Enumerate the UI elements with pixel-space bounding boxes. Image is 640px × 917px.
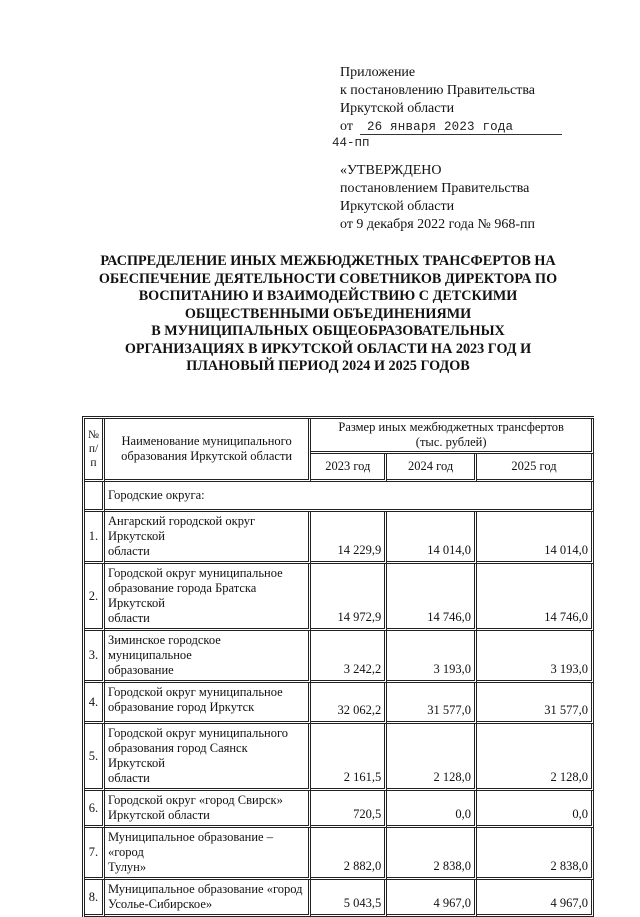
row-name-line: Иркутской области [107, 808, 210, 822]
section-label: Городские округа: [105, 482, 594, 512]
title-line: ВОСПИТАНИЮ И ВЗАИМОДЕЙСТВИЮ С ДЕТСКИМИ [138, 288, 518, 304]
appendix-line: Иркутской области [340, 101, 455, 116]
title-line: ОБЩЕСТВЕННЫМИ ОБЪЕДИНЕНИЯМИ [184, 305, 472, 322]
section-number-cell [85, 482, 105, 512]
row-value-2024: 0,0 [387, 791, 477, 828]
row-value-2025: 2 838,0 [477, 828, 594, 880]
row-name [105, 564, 311, 631]
table-row [85, 683, 594, 724]
row-value-2023: 14 229,9 [311, 512, 387, 564]
row-number: 1. [85, 512, 105, 564]
header-name-line1: Наименование муниципального [121, 434, 292, 448]
row-name-line: Тулун» [107, 860, 147, 874]
title-line: ПЛАНОВЫЙ ПЕРИОД 2024 И 2025 ГОДОВ [186, 358, 470, 374]
header-year-2025: 2025 год [477, 454, 594, 482]
row-name-line: Городской округ муниципальное [107, 566, 283, 580]
row-number: 5. [85, 724, 105, 791]
row-name [105, 724, 311, 791]
row-name [105, 683, 311, 724]
decree-number: 44-пп [332, 136, 370, 150]
title-line: ОРГАНИЗАЦИЯХ В ИРКУТСКОЙ ОБЛАСТИ НА 2023 ГОД И [124, 340, 532, 357]
header-number-line2: п/п [88, 443, 99, 469]
document-title [80, 253, 576, 376]
row-name-line: области [107, 611, 150, 625]
row-name [105, 512, 311, 564]
header-name-line2: образования Иркутской области [121, 449, 293, 463]
row-name-line: Городской округ «город Свирск» [107, 793, 283, 807]
row-name-line: образование города Братска Иркутской [107, 581, 257, 610]
table-row [85, 880, 594, 917]
row-name-line: Зиминское городское муниципальное [107, 633, 221, 662]
row-value-2025: 2 128,0 [477, 724, 594, 791]
row-value-2023: 720,5 [311, 791, 387, 828]
appendix-line: Приложение [340, 65, 416, 80]
approved-line: Иркутской области [340, 199, 455, 214]
approved-line: постановлением Правительства [340, 181, 530, 196]
row-name-line: Ангарский городской округ Иркутской [107, 514, 256, 543]
row-value-2024: 3 193,0 [387, 631, 477, 683]
row-value-2023: 2 161,5 [311, 724, 387, 791]
row-value-2025: 31 577,0 [477, 683, 594, 724]
row-name-line: Городской округ муниципального [107, 726, 289, 740]
header-number [85, 419, 105, 482]
row-value-2025: 3 193,0 [477, 631, 594, 683]
row-number: 4. [85, 683, 105, 724]
row-number: 2. [85, 564, 105, 631]
title-line: РАСПРЕДЕЛЕНИЕ ИНЫХ МЕЖБЮДЖЕТНЫХ ТРАНСФЕРТОВ НА [100, 253, 556, 269]
date-underline [360, 134, 562, 135]
row-name-line: образования город Саянск Иркутской [107, 741, 248, 770]
row-number: 7. [85, 828, 105, 880]
row-name [105, 791, 311, 828]
table-row [85, 512, 594, 564]
approved-line: «УТВЕРЖДЕНО [340, 163, 442, 178]
date-value: 26 января 2023 года [366, 120, 514, 134]
row-value-2025: 0,0 [477, 791, 594, 828]
row-value-2024: 14 014,0 [387, 512, 477, 564]
row-name-line: области [107, 771, 150, 785]
title-line: ОБЕСПЕЧЕНИЕ ДЕЯТЕЛЬНОСТИ СОВЕТНИКОВ ДИРЕКТОРА ПО [98, 270, 558, 287]
appendix-block [332, 64, 620, 234]
table-row [85, 564, 594, 631]
table-row [85, 724, 594, 791]
appendix-date-line [340, 118, 620, 136]
row-value-2024: 4 967,0 [387, 880, 477, 917]
row-value-2024: 2 838,0 [387, 828, 477, 880]
row-value-2024: 31 577,0 [387, 683, 477, 724]
row-name [105, 880, 311, 917]
table-header-row [85, 419, 594, 454]
row-name-line: образование город Иркутск [107, 700, 255, 714]
title-line: В МУНИЦИПАЛЬНЫХ ОБЩЕОБРАЗОВАТЕЛЬНЫХ [151, 323, 505, 339]
approved-block [340, 162, 620, 234]
transfers-table [82, 416, 594, 917]
header-number-line1: № [88, 429, 99, 441]
row-name-line: Городской округ муниципальное [107, 685, 283, 699]
row-value-2023: 5 043,5 [311, 880, 387, 917]
row-name-line: Муниципальное образование «город [107, 882, 303, 896]
row-number: 6. [85, 791, 105, 828]
row-name-line: образование [107, 663, 174, 677]
header-size-line2: (тыс. рублей) [415, 435, 487, 450]
row-value-2025: 14 746,0 [477, 564, 594, 631]
row-number: 3. [85, 631, 105, 683]
row-value-2023: 3 242,2 [311, 631, 387, 683]
row-value-2023: 32 062,2 [311, 683, 387, 724]
row-name-line: Муниципальное образование – «город [107, 830, 273, 859]
approved-line: от 9 декабря 2022 года № 968-пп [340, 217, 535, 232]
appendix-line: к постановлению Правительства [340, 83, 536, 98]
row-name-line: Усолье-Сибирское» [107, 897, 213, 911]
table-row [85, 828, 594, 880]
row-value-2025: 4 967,0 [477, 880, 594, 917]
header-year-2024: 2024 год [387, 454, 477, 482]
header-year-2023: 2023 год [311, 454, 387, 482]
row-value-2023: 2 882,0 [311, 828, 387, 880]
header-name [105, 419, 311, 482]
header-size-line1: Размер иных межбюджетных трансфертов [338, 420, 564, 435]
row-name [105, 631, 311, 683]
header-size [311, 419, 594, 454]
row-number: 8. [85, 880, 105, 917]
row-value-2023: 14 972,9 [311, 564, 387, 631]
row-value-2025: 14 014,0 [477, 512, 594, 564]
table-row [85, 631, 594, 683]
row-name-line: области [107, 544, 150, 558]
row-value-2024: 14 746,0 [387, 564, 477, 631]
table-row [85, 791, 594, 828]
row-name [105, 828, 311, 880]
date-prefix: от [340, 119, 353, 134]
section-row [85, 482, 594, 512]
row-value-2024: 2 128,0 [387, 724, 477, 791]
